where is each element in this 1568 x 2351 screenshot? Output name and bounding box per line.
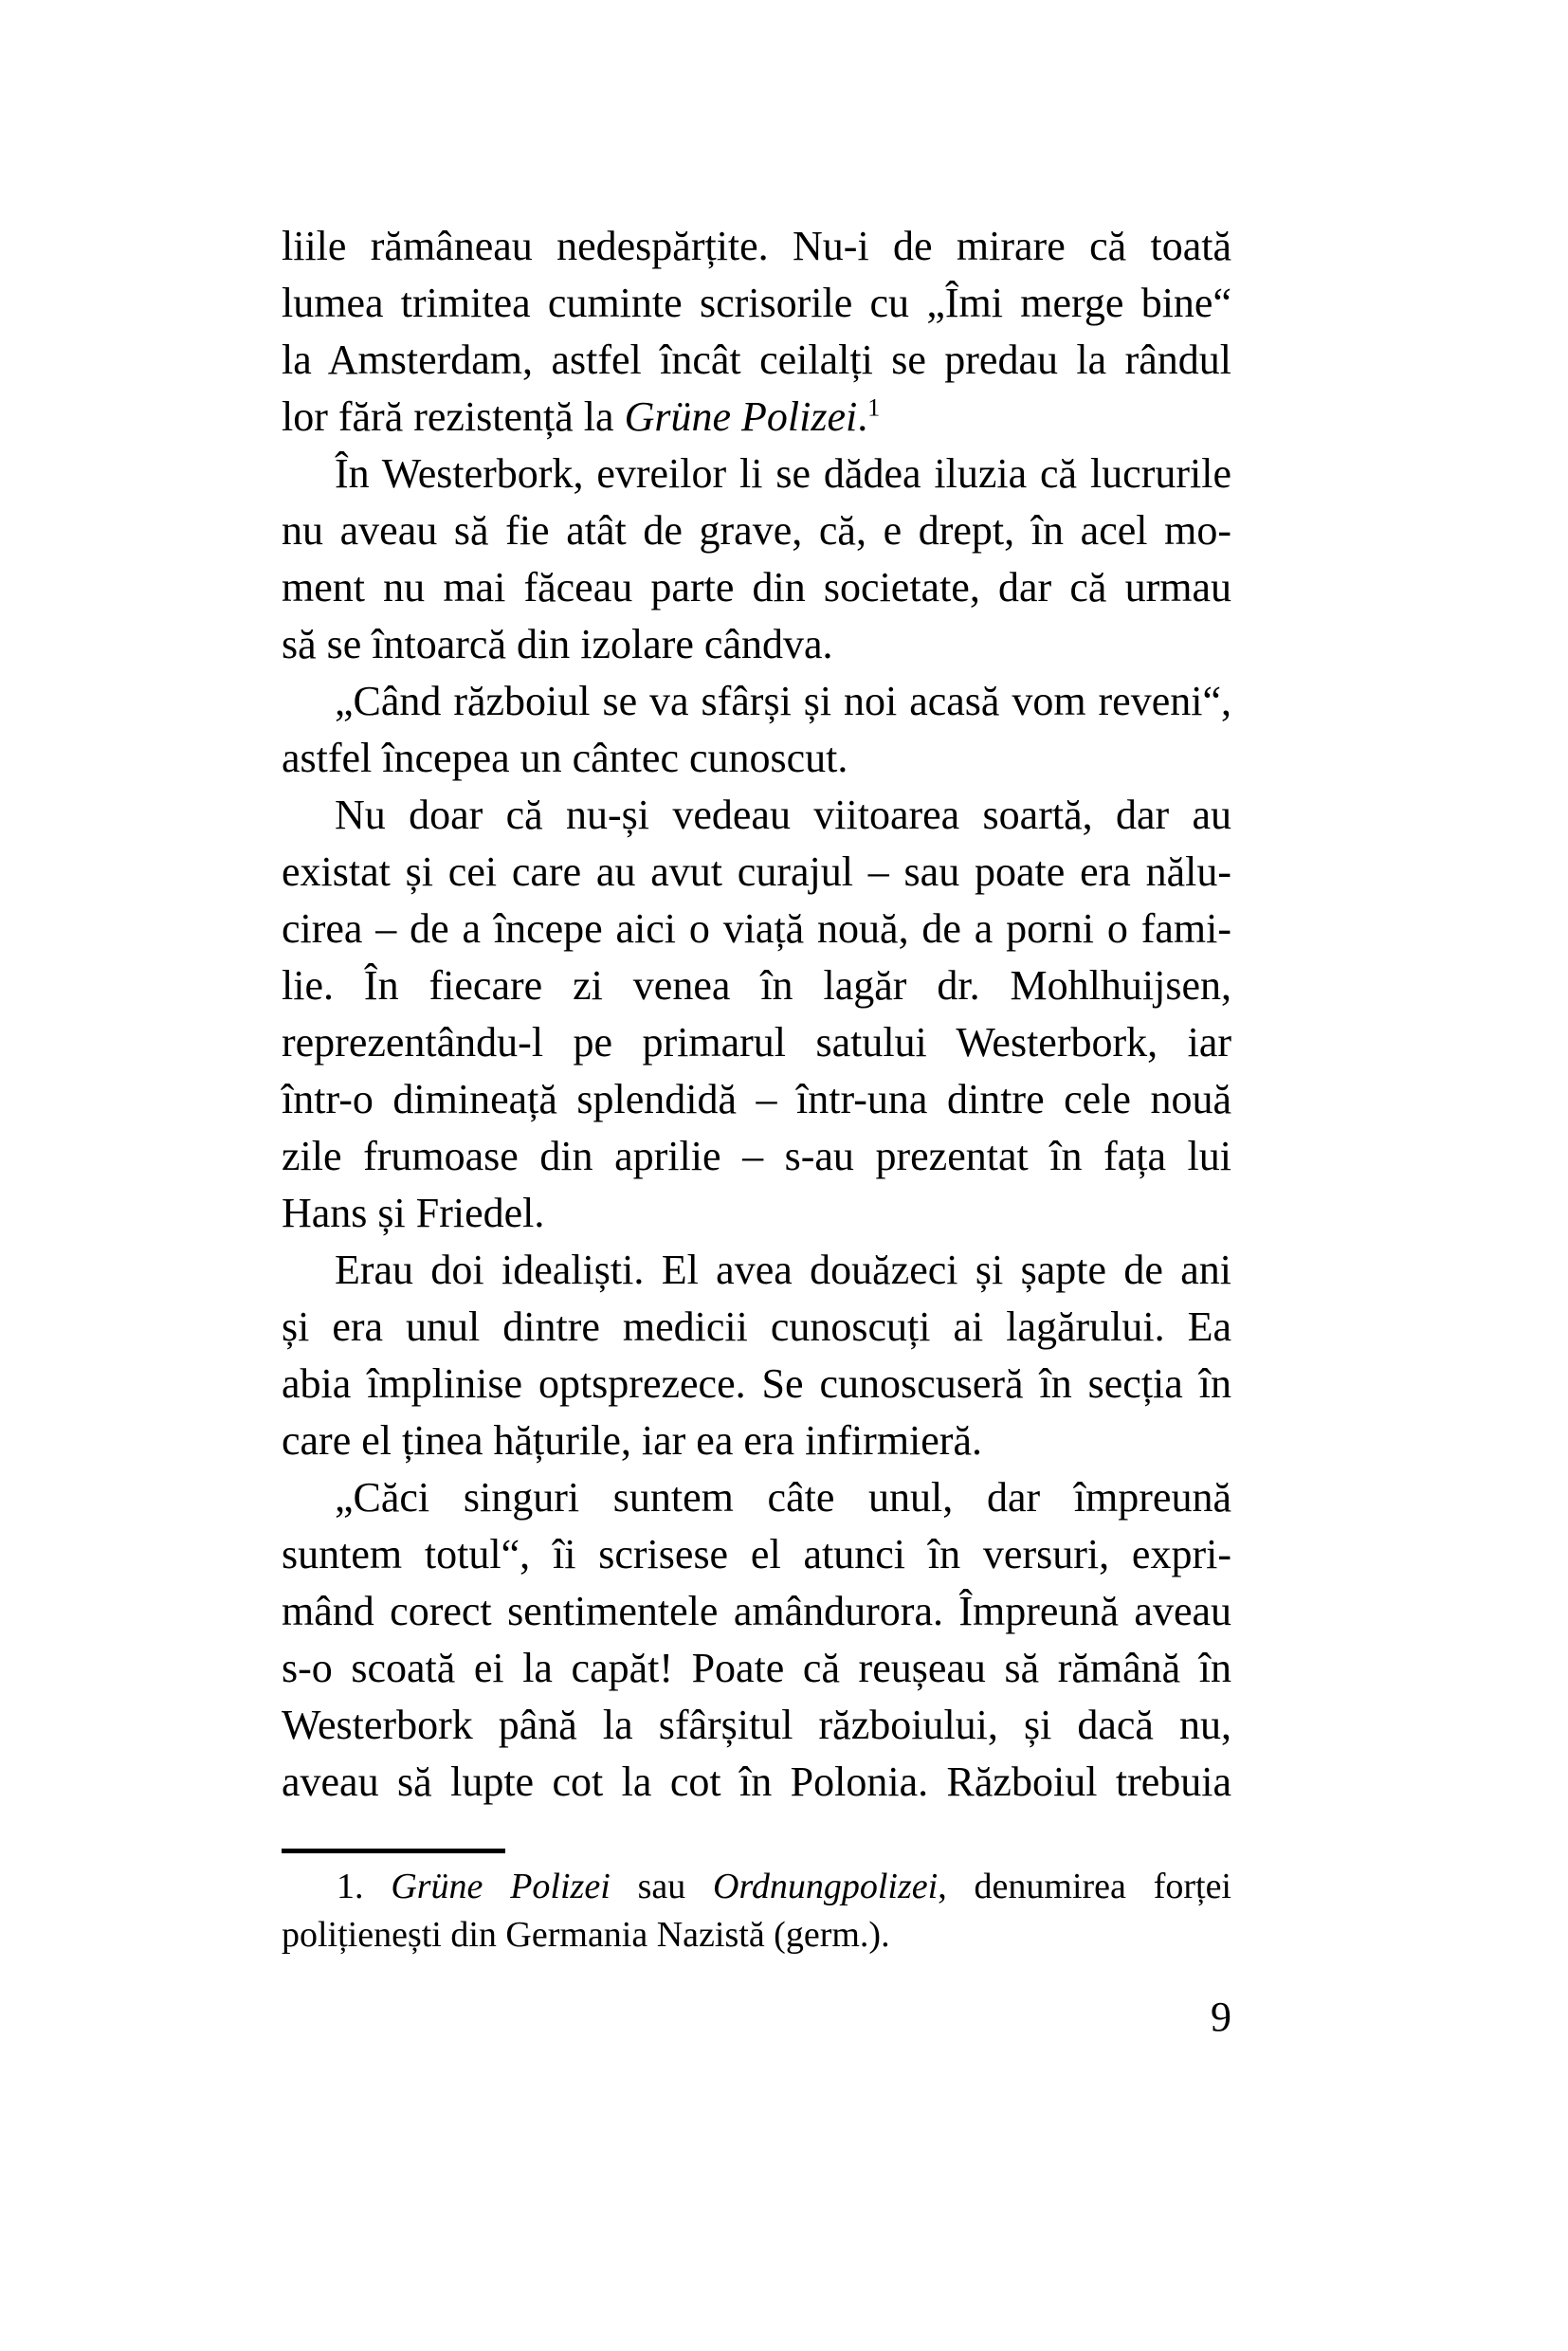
text-segment: mând corect sentimentele amândurora. Împreună aveau [282,1588,1231,1634]
text-line [282,1583,1231,1640]
text-segment: . [857,393,868,440]
text-line [282,616,1231,673]
text-line [282,218,1231,275]
text-line [282,446,1231,502]
text-segment: „Căci singuri suntem câte unul, dar împreună [335,1474,1231,1521]
paragraph [282,446,1231,673]
text-line [282,1526,1231,1583]
text-line [282,1242,1231,1299]
text-segment: s-o scoată ei la capăt! Poate că reușeau să rămână în [282,1645,1231,1691]
text-segment: și era unul dintre medicii cunoscuți ai lagărului. Ea [282,1303,1231,1350]
footnote-separator [282,1849,505,1853]
paragraph [282,1242,1231,1469]
text-column [282,218,1231,2046]
paragraph [282,673,1231,787]
page-number: 9 [1211,1994,1231,2040]
text-segment: ment nu mai făceau parte din societate, dar că urmau [282,564,1231,611]
text-segment: În Westerbork, evreilor li se dădea iluzia că lucrurile [335,450,1231,497]
footnote-text [282,1863,1231,1959]
text-segment: Erau doi idealiști. El avea douăzeci și șapte de ani [335,1247,1231,1293]
text-line [282,332,1231,389]
body-text [282,218,1231,1811]
text-segment: cirea – de a începe aici o viață nouă, de a porni o fami- [282,905,1231,952]
text-segment: Nu doar că nu-și vedeau viitoarea soartă, dar au [335,792,1231,838]
text-segment: Hans și Friedel. [282,1190,545,1236]
paragraph [282,218,1231,446]
text-segment: să se întoarcă din izolare cândva. [282,621,833,667]
text-line [282,1071,1231,1128]
paragraph [282,787,1231,1242]
text-segment: polițienești din Germania Nazistă (germ.). [282,1915,890,1955]
text-segment: Grüne Polizei [624,393,858,440]
text-segment: lumea trimitea cuminte scrisorile cu „Îmi merge bine“ [282,280,1231,326]
text-segment: , denumirea forței [938,1867,1231,1906]
text-segment: lie. În fiecare zi venea în lagăr dr. Mohlhuijsen, [282,962,1231,1009]
text-line [282,673,1231,730]
text-line [282,1185,1231,1242]
text-segment: Ordnungpolizei [713,1867,939,1906]
text-segment: Westerbork până la sfârșitul războiului, și dacă nu, [282,1702,1231,1748]
paragraph [282,1469,1231,1811]
text-segment: existat și cei care au avut curajul – sau poate era nălu- [282,848,1231,895]
text-line [282,502,1231,559]
text-line [282,1356,1231,1412]
text-segment: zile frumoase din aprilie – s-au prezentat în fața lui [282,1133,1231,1179]
text-line [282,1640,1231,1697]
text-line [282,844,1231,901]
text-line [282,1697,1231,1754]
text-segment: reprezentându-l pe primarul satului Westerbork, iar [282,1019,1231,1066]
text-segment: abia împlinise optsprezece. Se cunoscuseră în secția în [282,1360,1231,1407]
text-segment: la Amsterdam, astfel încât ceilalți se predau la rândul [282,337,1231,383]
text-segment: Grüne Polizei [391,1867,611,1906]
text-segment: astfel începea un cântec cunoscut. [282,735,848,781]
footnote-marker: 1 [867,393,881,422]
text-line [282,1299,1231,1356]
text-line [282,1014,1231,1071]
text-segment: care el ținea hățurile, iar ea era infirmieră. [282,1417,982,1464]
text-segment: liile rămâneau nedespărțite. Nu-i de mirare că toată [282,223,1231,269]
text-line [282,730,1231,787]
text-line [282,1469,1231,1526]
text-line [282,389,1231,446]
text-segment: nu aveau să fie atât de grave, că, e drept, în acel mo- [282,507,1231,554]
text-line [282,559,1231,616]
text-line [282,787,1231,844]
text-segment: „Când războiul se va sfârși și noi acasă vom reveni“, [335,678,1231,724]
text-line [282,1863,1231,1911]
text-segment: aveau să lupte cot la cot în Polonia. Războiul trebuia [282,1759,1231,1805]
text-line [282,957,1231,1014]
text-segment: sau [610,1867,714,1906]
text-line [282,275,1231,332]
text-line [282,1412,1231,1469]
text-line [282,1911,1231,1959]
text-segment: suntem totul“, îi scrisese el atunci în versuri, expri- [282,1531,1231,1577]
text-segment: lor fără rezistență la [282,393,625,440]
text-segment: într-o dimineață splendidă – într-una dintre cele nouă [282,1076,1231,1122]
text-line [282,1754,1231,1811]
text-line [282,1128,1231,1185]
text-segment: 1. [337,1867,392,1906]
text-line [282,901,1231,957]
